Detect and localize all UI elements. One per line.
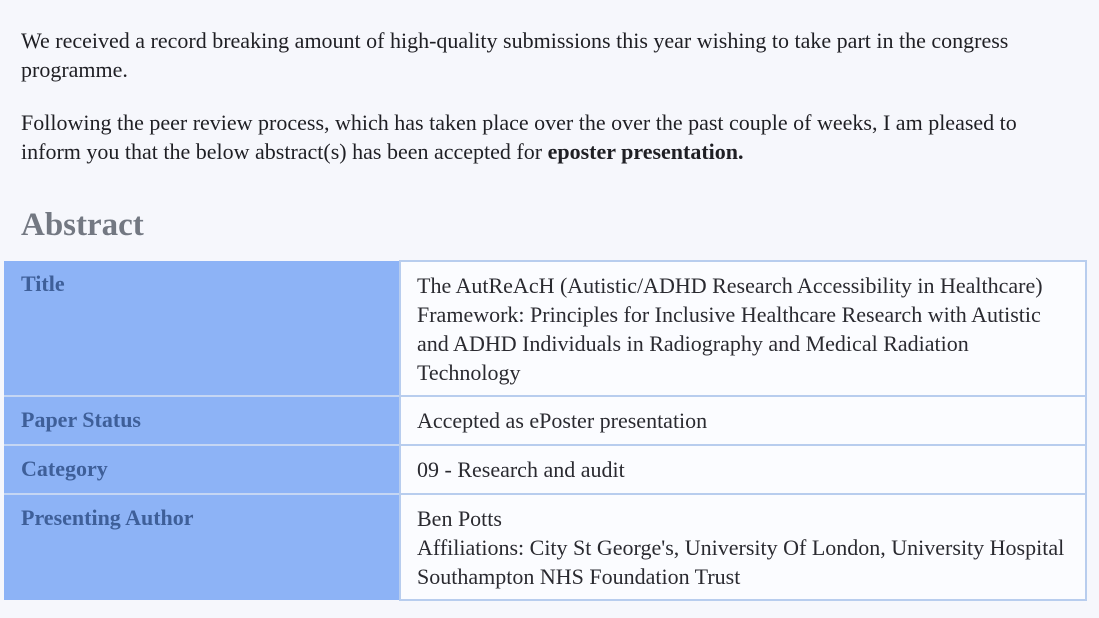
table-row — [4, 261, 1086, 396]
abstract-table — [4, 260, 1087, 601]
author-name: Ben Potts — [417, 506, 502, 531]
category-label: Category — [4, 445, 400, 494]
intro-paragraph: We received a record breaking amount of high-quality submissions this year wishing to take part in the congress programme. — [21, 28, 1009, 82]
paper-status-value: Accepted as ePoster presentation — [400, 396, 1086, 445]
title-label: Title — [4, 261, 400, 396]
category-value: 09 - Research and audit — [400, 445, 1086, 494]
presenting-author-label: Presenting Author — [4, 494, 400, 600]
presentation-type: eposter presentation. — [547, 139, 744, 164]
abstract-heading: Abstract — [21, 207, 144, 243]
table-row — [4, 445, 1086, 494]
table-row — [4, 494, 1086, 600]
table-row — [4, 396, 1086, 445]
acceptance-paragraph — [21, 108, 1061, 166]
title-value: The AutReAcH (Autistic/ADHD Research Accessibility in Healthcare) Framework: Principles for Inclusive Healthcare Research with Autistic and ADHD Individuals in Radiography and Medical Radiation Technology — [400, 261, 1086, 396]
acceptance-text: Following the peer review process, which has taken place over the over the past couple of weeks, I am pleased to inform you that the below abstract(s) has been accepted for — [21, 110, 1017, 164]
paper-status-label: Paper Status — [4, 396, 400, 445]
presenting-author-value — [400, 494, 1086, 600]
author-affiliations: Affiliations: City St George's, University Of London, University Hospital Southampton NHS Foundation Trust — [417, 535, 1065, 589]
